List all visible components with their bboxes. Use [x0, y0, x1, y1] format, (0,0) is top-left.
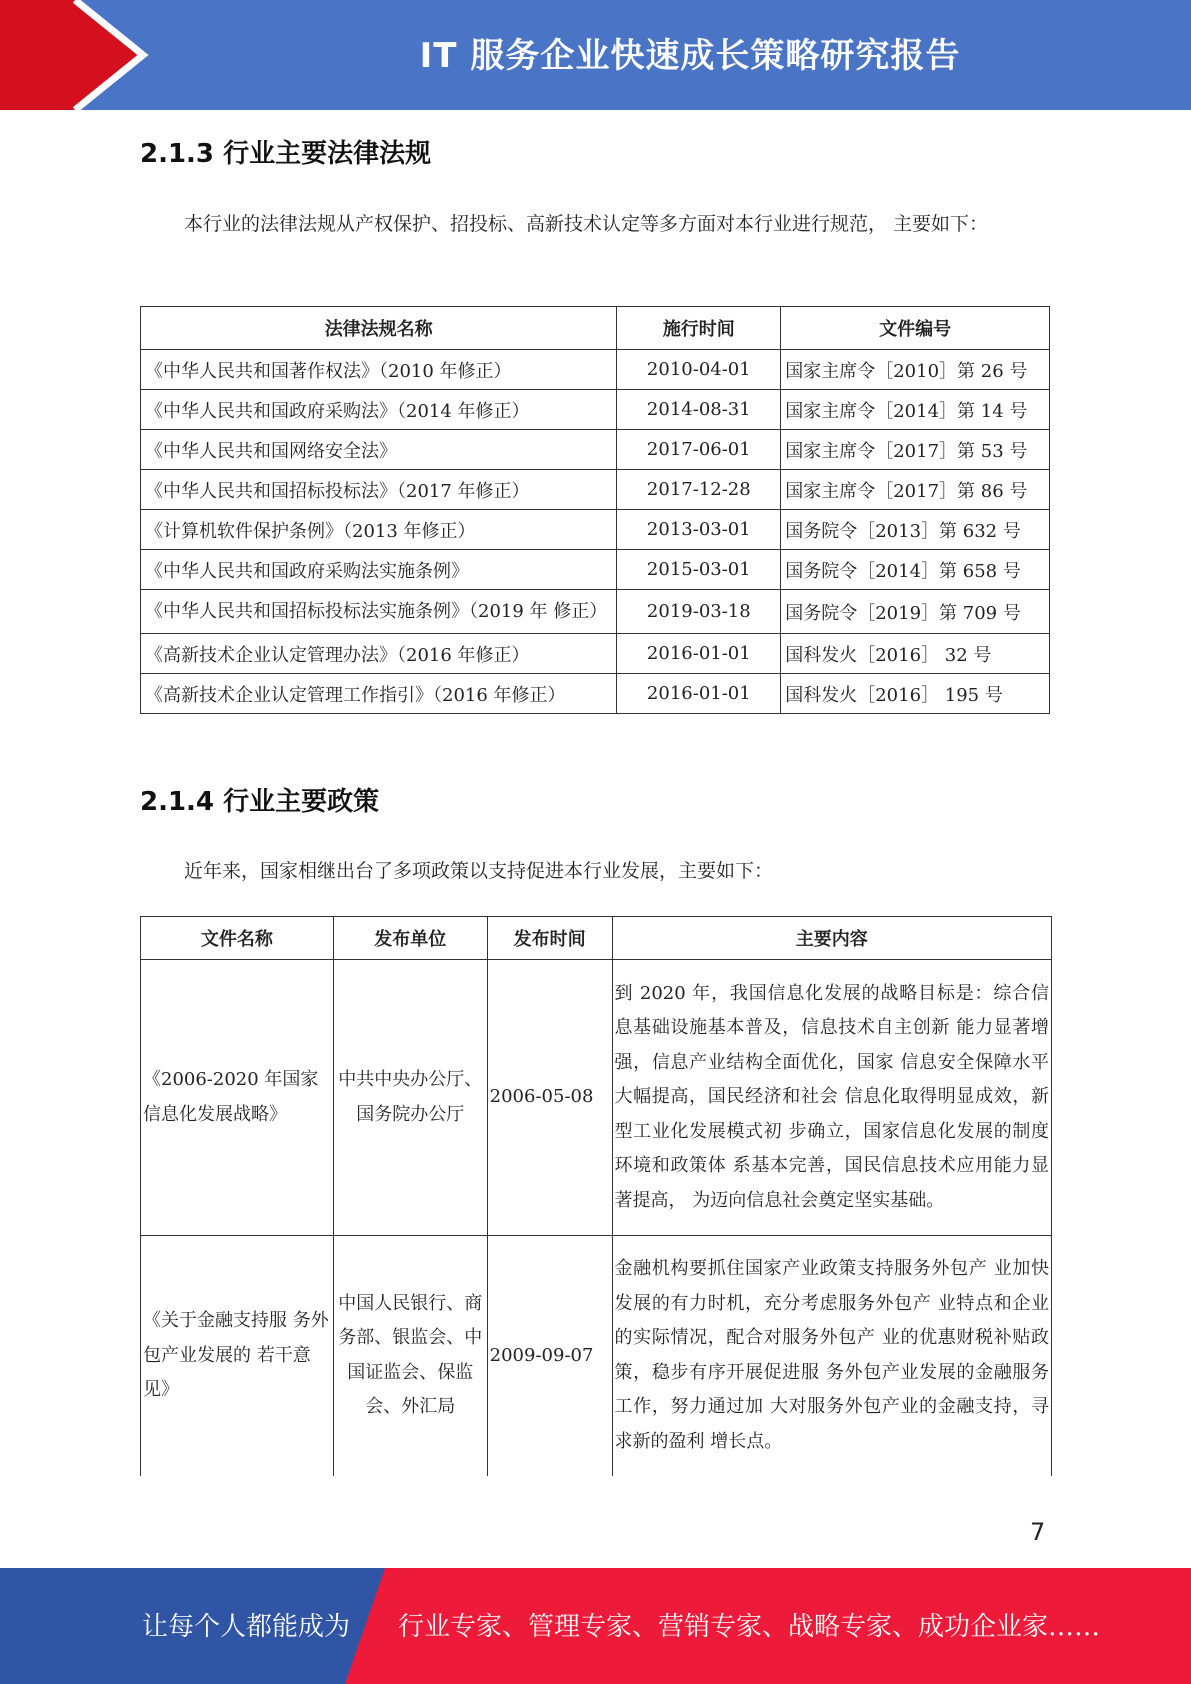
law-name: 《中华人民共和国招标投标法》（2017 年修正） [141, 470, 617, 510]
header-banner [0, 0, 1191, 110]
table-row [141, 430, 1050, 470]
policy-issuer: 中国人民银行、商务部、银监会、中国证监会、保监会、外汇局 [333, 1236, 487, 1476]
footer-banner [0, 1568, 1191, 1684]
policy-name: 《关于金融支持服 务外包产业发展的 若干意见》 [141, 1236, 334, 1476]
law-date: 2016-01-01 [617, 674, 781, 714]
laws-col-date: 施行时间 [617, 307, 781, 350]
law-number: 国家主席令［2010］第 26 号 [781, 350, 1050, 390]
policy-date: 2006-05-08 [487, 960, 612, 1236]
table-row [141, 634, 1050, 674]
law-name: 《高新技术企业认定管理办法》（2016 年修正） [141, 634, 617, 674]
law-name: 《中华人民共和国政府采购法》（2014 年修正） [141, 390, 617, 430]
law-number: 国务院令［2014］第 658 号 [781, 550, 1050, 590]
policy-content: 金融机构要抓住国家产业政策支持服务外包产 业加快发展的有力时机，充分考虑服务外包产 业特点和企业的实际情况，配合对服务外包产 业的优惠财税补贴政策，稳步有序开展促进服 务外包产业发展的金融服务工作，努力通过加 大对服务外包产业的金融支持，寻求新的盈利 增长点。 [612, 1236, 1051, 1476]
table-row [141, 510, 1050, 550]
table-row [141, 590, 1050, 634]
law-name: 《高新技术企业认定管理工作指引》（2016 年修正） [141, 674, 617, 714]
laws-col-number: 文件编号 [781, 307, 1050, 350]
policy-issuer: 中共中央办公厅、国务院办公厅 [333, 960, 487, 1236]
policy-table-header-row [141, 917, 1052, 960]
table-row [141, 350, 1050, 390]
policy-col-content: 主要内容 [612, 917, 1051, 960]
laws-table [140, 306, 1050, 714]
policy-date: 2009-09-07 [487, 1236, 612, 1476]
table-row [141, 550, 1050, 590]
law-date: 2015-03-01 [617, 550, 781, 590]
page-number: 7 [1030, 1518, 1046, 1546]
law-name: 《中华人民共和国招标投标法实施条例》（2019 年 修正） [141, 590, 617, 634]
table-row [141, 1236, 1052, 1476]
policy-col-date: 发布时间 [487, 917, 612, 960]
law-number: 国家主席令［2017］第 53 号 [781, 430, 1050, 470]
policy-col-name: 文件名称 [141, 917, 334, 960]
table-row [141, 470, 1050, 510]
footer-slogan-left: 让每个人都能成为 [142, 1612, 351, 1642]
law-number: 国科发火［2016］ 195 号 [781, 674, 1050, 714]
law-name: 《中华人民共和国著作权法》（2010 年修正） [141, 350, 617, 390]
law-name: 《中华人民共和国网络安全法》 [141, 430, 617, 470]
law-date: 2013-03-01 [617, 510, 781, 550]
policy-col-issuer: 发布单位 [333, 917, 487, 960]
footer-slogan-right: 行业专家、管理专家、营销专家、战略专家、成功企业家…… [398, 1612, 1101, 1642]
table-row [141, 960, 1052, 1236]
law-number: 国务院令［2013］第 632 号 [781, 510, 1050, 550]
laws-table-header-row [141, 307, 1050, 350]
policy-content: 到 2020 年，我国信息化发展的战略目标是：综合信息基础设施基本普及，信息技术自主创新 能力显著增强，信息产业结构全面优化，国家 信息安全保障水平大幅提高，国民经济和社会 信息化取得明显成效，新型工业化发展模式初 步确立，国家信息化发展的制度环境和政策体 系基本完善，国民信息技术应用能力显著提高， 为迈向信息社会奠定坚实基础。 [612, 960, 1051, 1236]
laws-col-name: 法律法规名称 [141, 307, 617, 350]
law-date: 2017-06-01 [617, 430, 781, 470]
law-date: 2014-08-31 [617, 390, 781, 430]
law-date: 2016-01-01 [617, 634, 781, 674]
section-heading-policies: 2.1.4 行业主要政策 [140, 787, 380, 817]
table-row [141, 674, 1050, 714]
policy-table [140, 916, 1052, 1476]
law-date: 2010-04-01 [617, 350, 781, 390]
laws-intro-paragraph: 本行业的法律法规从产权保护、招投标、高新技术认定等多方面对本行业进行规范， 主要如下： [184, 213, 989, 235]
table-row [141, 390, 1050, 430]
policy-name: 《2006-2020 年国家信息化发展战略》 [141, 960, 334, 1236]
law-number: 国家主席令［2014］第 14 号 [781, 390, 1050, 430]
law-number: 国务院令［2019］第 709 号 [781, 590, 1050, 634]
policies-intro-paragraph: 近年来，国家相继出台了多项政策以支持促进本行业发展，主要如下： [184, 860, 774, 882]
report-title: IT 服务企业快速成长策略研究报告 [419, 36, 961, 76]
law-number: 国家主席令［2017］第 86 号 [781, 470, 1050, 510]
law-name: 《计算机软件保护条例》（2013 年修正） [141, 510, 617, 550]
law-date: 2019-03-18 [617, 590, 781, 634]
law-name: 《中华人民共和国政府采购法实施条例》 [141, 550, 617, 590]
law-number: 国科发火［2016］ 32 号 [781, 634, 1050, 674]
law-date: 2017-12-28 [617, 470, 781, 510]
section-heading-laws: 2.1.3 行业主要法律法规 [140, 139, 432, 169]
